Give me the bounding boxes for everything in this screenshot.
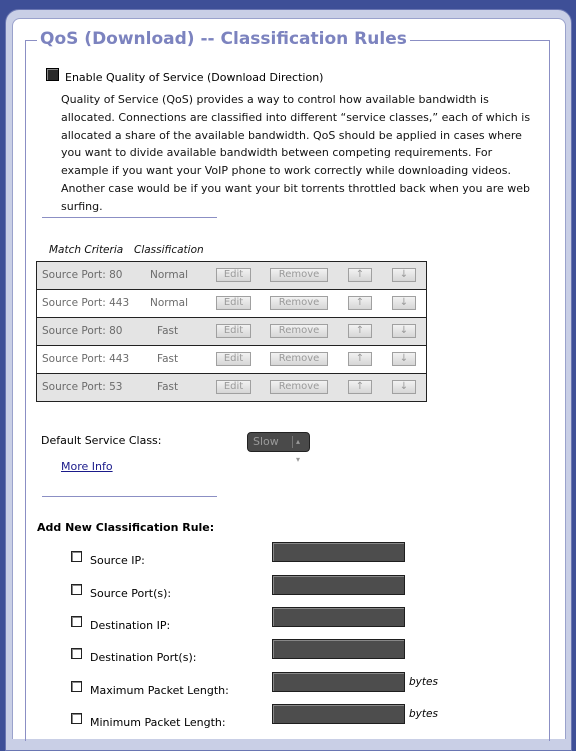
remove-button[interactable]: Remove (270, 324, 328, 338)
move-down-button[interactable]: ↓ (392, 352, 416, 366)
rules-table (36, 261, 427, 402)
remove-button[interactable]: Remove (270, 296, 328, 310)
row-criteria: Source Port: 443 (42, 297, 130, 309)
move-up-button[interactable]: ↑ (348, 268, 372, 282)
edit-button[interactable]: Edit (216, 324, 251, 338)
row-criteria: Source Port: 443 (42, 353, 130, 365)
table-row (37, 262, 426, 290)
select-divider (292, 436, 293, 448)
min-packet-label: Minimum Packet Length: (90, 716, 226, 729)
add-rule-heading: Add New Classification Rule: (37, 521, 215, 534)
divider (42, 496, 217, 497)
enable-qos-label: Enable Quality of Service (Download Direction) (65, 71, 324, 84)
header-classification: Classification (134, 244, 204, 256)
enable-qos-checkbox[interactable] (46, 68, 59, 81)
move-up-button[interactable]: ↑ (348, 324, 372, 338)
remove-button[interactable]: Remove (270, 352, 328, 366)
page-title: QoS (Download) -- Classification Rules (37, 29, 410, 49)
row-classification: Normal (150, 297, 188, 309)
max-packet-checkbox[interactable] (71, 681, 82, 692)
row-classification: Fast (157, 353, 179, 365)
move-up-button[interactable]: ↑ (348, 352, 372, 366)
table-row (37, 318, 426, 346)
default-class-label: Default Service Class: (41, 434, 162, 447)
source-ip-label: Source IP: (90, 554, 145, 567)
min-packet-unit: bytes (409, 708, 438, 720)
edit-button[interactable]: Edit (216, 352, 251, 366)
edit-button[interactable]: Edit (216, 268, 251, 282)
edit-button[interactable]: Edit (216, 380, 251, 394)
source-ip-checkbox[interactable] (71, 551, 82, 562)
remove-button[interactable]: Remove (270, 380, 328, 394)
table-row (37, 374, 426, 401)
default-class-select[interactable] (247, 432, 310, 464)
move-down-button[interactable]: ↓ (392, 268, 416, 282)
header-match-criteria: Match Criteria (49, 244, 124, 256)
row-classification: Fast (157, 325, 179, 337)
updown-arrows-icon: ▴ ▾ (296, 437, 301, 464)
source-ip-input[interactable] (272, 542, 405, 562)
max-packet-input[interactable] (272, 672, 405, 692)
divider (42, 217, 217, 218)
source-port-checkbox[interactable] (71, 584, 82, 595)
table-row (37, 290, 426, 318)
qos-description: Quality of Service (QoS) provides a way to control how available bandwidth is allocated. Connections are classified into different “service classes,” each of which is allocated a share of the available bandwidth. QoS should be applied in cases where you want to divide available bandwidth between competing requirements. For example if you want your VoIP phone to work correctly while downloading videos. Another case would be if you want your bit torrents throttled back when you are web surfing. (61, 93, 531, 213)
row-criteria: Source Port: 53 (42, 381, 123, 393)
row-classification: Normal (150, 269, 188, 281)
source-port-label: Source Port(s): (90, 587, 172, 600)
table-row (37, 346, 426, 374)
remove-button[interactable]: Remove (270, 268, 328, 282)
max-packet-unit: bytes (409, 676, 438, 688)
move-down-button[interactable]: ↓ (392, 296, 416, 310)
destination-port-input[interactable] (272, 639, 405, 659)
max-packet-label: Maximum Packet Length: (90, 684, 229, 697)
destination-port-label: Destination Port(s): (90, 651, 197, 664)
row-criteria: Source Port: 80 (42, 269, 123, 281)
min-packet-input[interactable] (272, 704, 405, 724)
min-packet-checkbox[interactable] (71, 713, 82, 724)
edit-button[interactable]: Edit (216, 296, 251, 310)
row-criteria: Source Port: 80 (42, 325, 123, 337)
move-up-button[interactable]: ↑ (348, 296, 372, 310)
source-port-input[interactable] (272, 575, 405, 595)
more-info-link[interactable]: More Info (61, 460, 113, 473)
move-down-button[interactable]: ↓ (392, 380, 416, 394)
destination-ip-checkbox[interactable] (71, 616, 82, 627)
row-classification: Fast (157, 381, 179, 393)
move-up-button[interactable]: ↑ (348, 380, 372, 394)
default-class-value: Slow (253, 435, 279, 448)
move-down-button[interactable]: ↓ (392, 324, 416, 338)
destination-ip-input[interactable] (272, 607, 405, 627)
destination-port-checkbox[interactable] (71, 648, 82, 659)
destination-ip-label: Destination IP: (90, 619, 171, 632)
